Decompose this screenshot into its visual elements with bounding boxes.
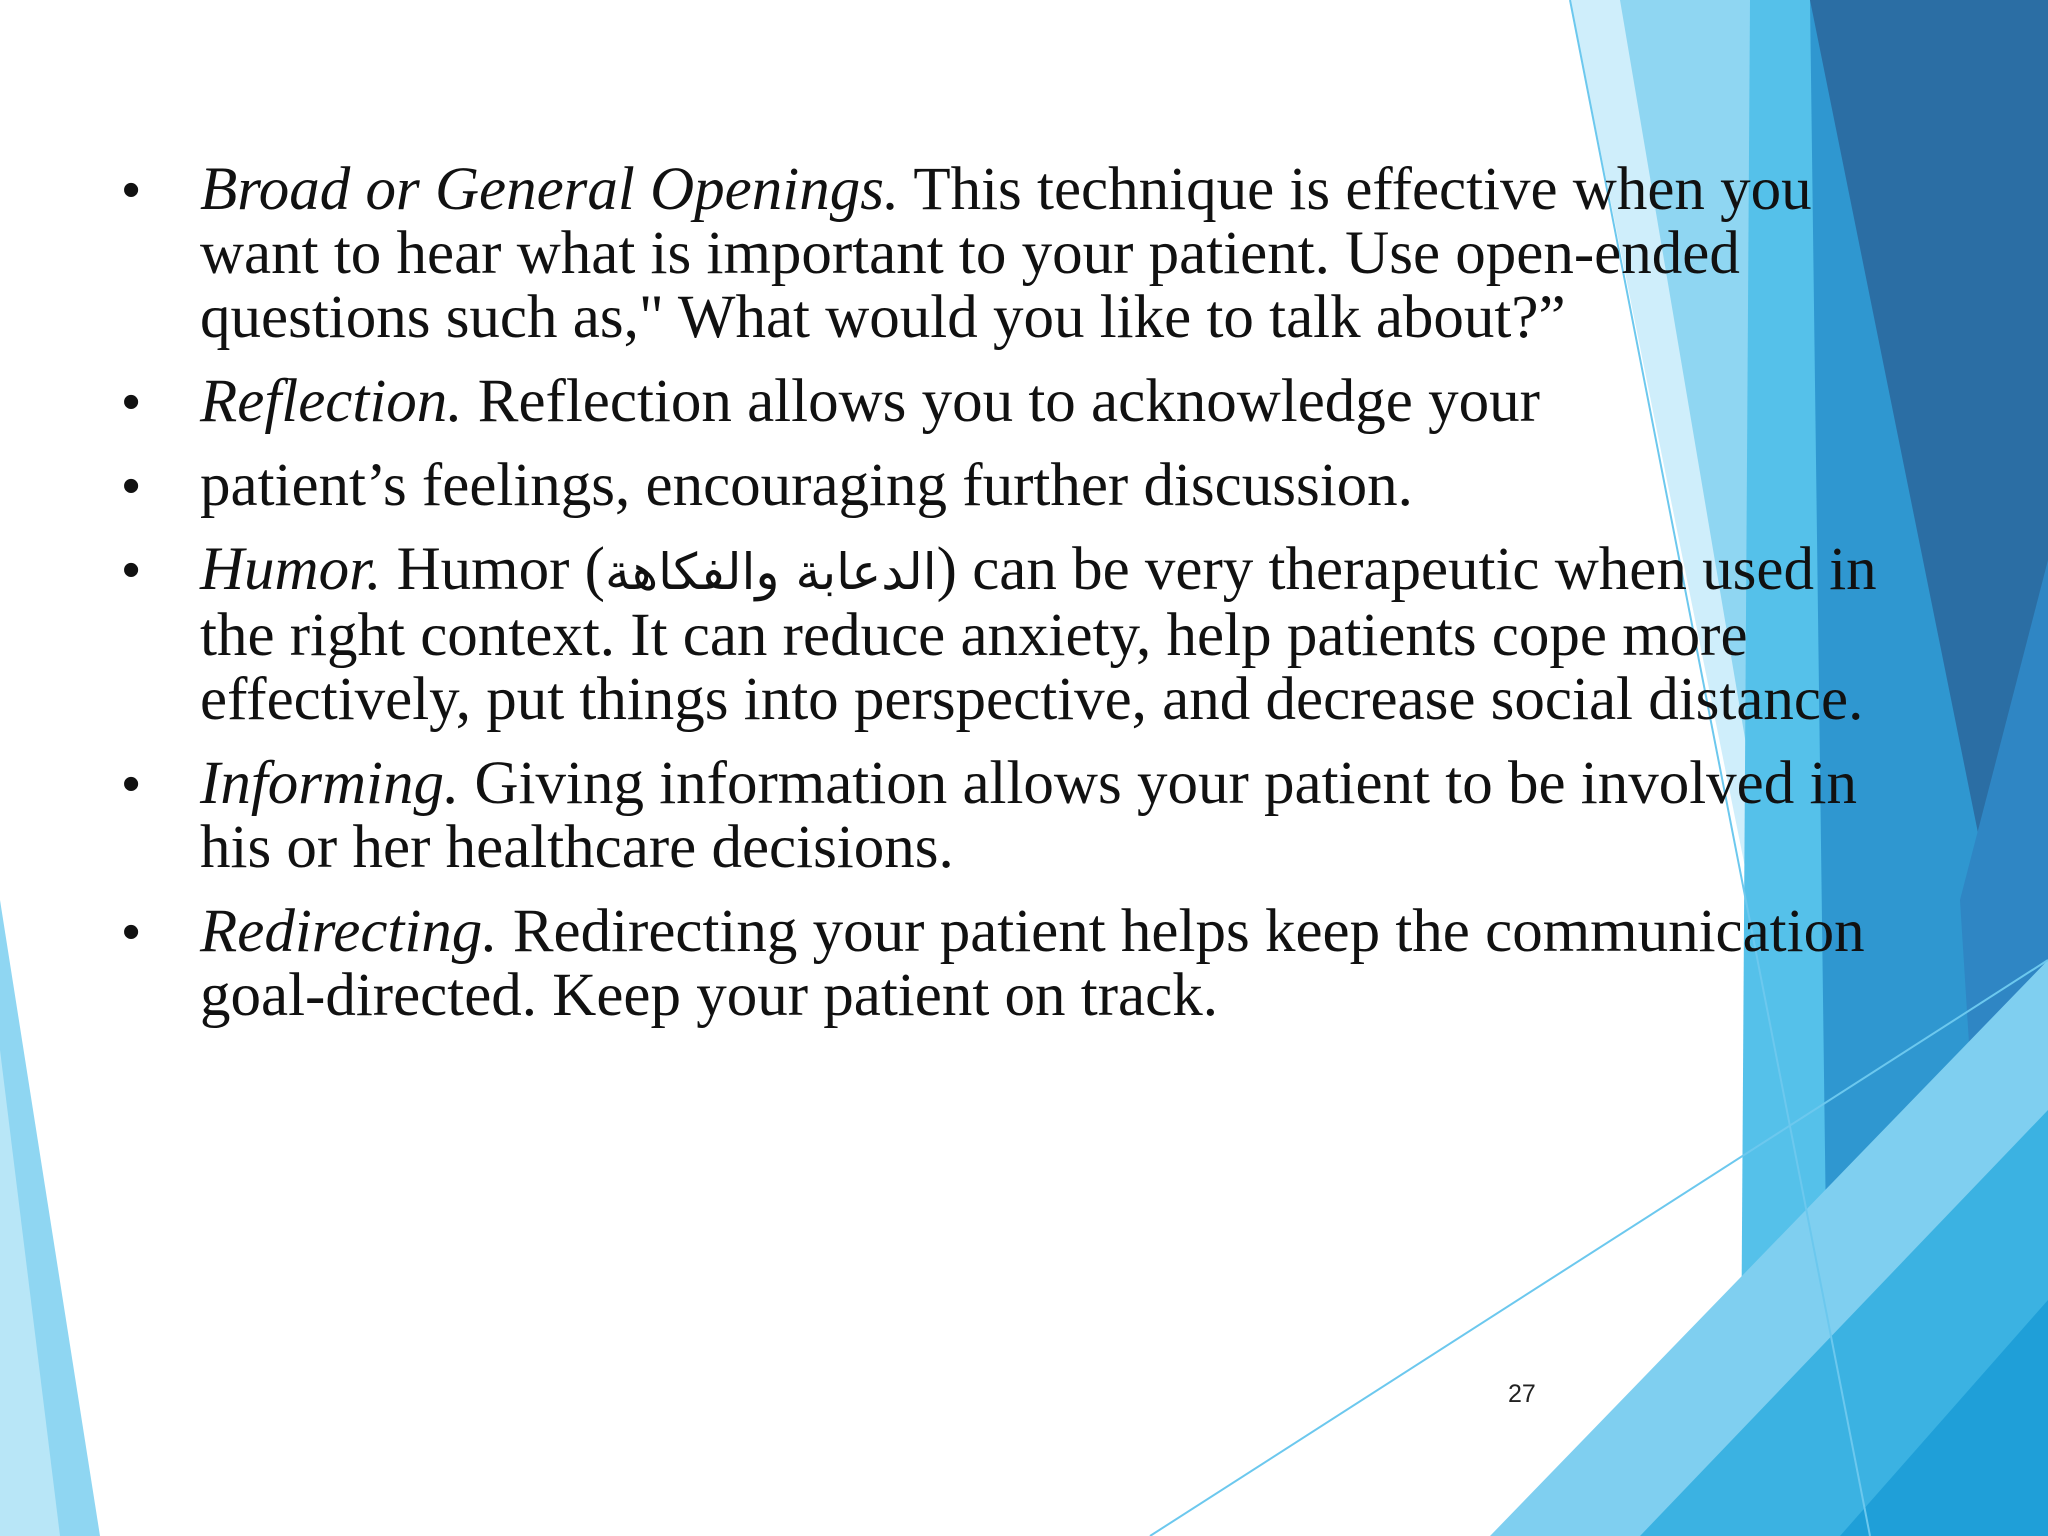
bullet-list [118, 158, 1938, 1028]
bullet-broad-openings [118, 158, 1938, 350]
bullet-term: Reflection. [200, 368, 463, 435]
bullet-dot-icon: • [122, 457, 141, 515]
arabic-translation: الدعابة والفكاهة [604, 543, 937, 601]
page-number: 27 [1508, 1380, 1536, 1408]
bullet-text: Reflection allows you to acknowledge your [462, 368, 1540, 435]
bullet-term: Informing. [200, 750, 460, 817]
bullet-text-before: Humor ( [381, 536, 605, 603]
bullet-dot-icon: • [122, 373, 141, 431]
bullet-dot-icon: • [122, 755, 141, 813]
bullet-text: This technique is effective when you want to hear what is important to your patient. Use open-ended questions such as," What would you like to talk about?” [200, 156, 1812, 351]
bullet-text: Giving information allows your patient to be involved in his or her healthcare decisions. [200, 750, 1857, 881]
bullet-term: Broad or General Openings. [200, 156, 900, 223]
bullet-informing [118, 752, 1938, 880]
bullet-text-after: ) can be very therapeutic when used in the right context. It can reduce anxiety, help patients cope more effectively, put things into perspective, and decrease social distance. [200, 536, 1877, 733]
bullet-text: Redirecting your patient helps keep the communication goal-directed. Keep your patient on track. [200, 898, 1865, 1029]
bullet-term: Redirecting. [200, 898, 498, 965]
bullet-content [118, 158, 1938, 1048]
bullet-dot-icon: • [122, 541, 141, 599]
bullet-humor [118, 538, 1938, 732]
bullet-reflection [118, 370, 1938, 434]
bullet-dot-icon: • [122, 161, 141, 219]
bullet-dot-icon: • [122, 903, 141, 961]
bullet-text: patient’s feelings, encouraging further discussion. [200, 452, 1413, 519]
bullet-term: Humor. [200, 536, 382, 603]
bullet-patient-feelings [118, 454, 1938, 518]
bullet-redirecting [118, 900, 1938, 1028]
